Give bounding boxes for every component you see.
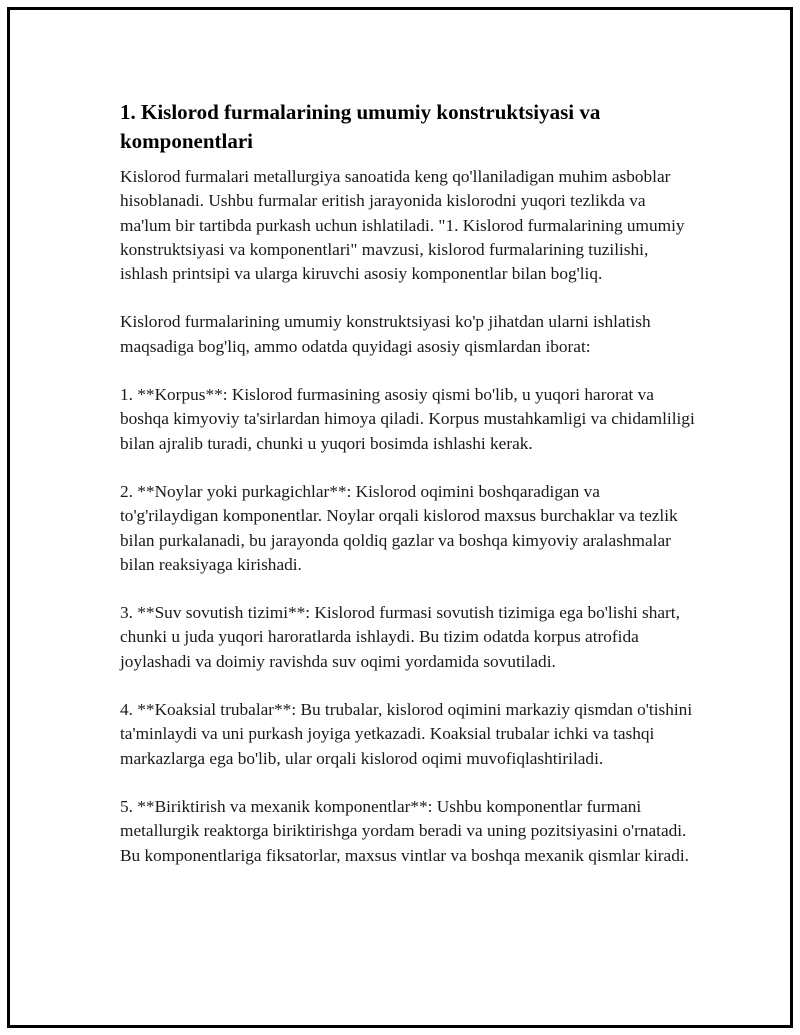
list-item-koaksial: 4. **Koaksial trubalar**: Bu trubalar, kislorod oqimini markaziy qismdan o'tishini ta'minlaydi va uni purkash joyiga yetkazadi. Koaksial trubalar ichki va tashqi markazlarga ega bo'lib, ular orqali kislorod oqimi muvofiqlashtiriladi. <box>120 700 693 768</box>
page-frame <box>7 7 793 1028</box>
list-item-noylar: 2. **Noylar yoki purkagichlar**: Kislorod oqimini boshqaradigan va to'g'rilaydigan komponentlar. Noylar orqali kislorod maxsus burchaklar va tezlik bilan purkalanadi, bu jarayonda qoldiq gazlar va boshqa kimyoviy aralashmalar bilan reaksiyaga kirishadi. <box>120 481 678 574</box>
construction-paragraph: Kislorod furmalarining umumiy konstruktsiyasi ko'p jihatdan ularni ishlatish maqsadiga bog'liq, ammo odatda quyidagi asosiy qismlardan iborat: <box>120 312 651 356</box>
document-body <box>120 98 700 892</box>
list-item-sovutish: 3. **Suv sovutish tizimi**: Kislorod furmasi sovutish tizimiga ega bo'lishi shart, chunki u juda yuqori haroratlarda ishlaydi. Bu tizim odatda korpus atrofida joylashadi va doimiy ravishda suv oqimi yordamida sovutiladi. <box>120 603 680 671</box>
intro-paragraph: Kislorod furmalari metallurgiya sanoatida keng qo'llaniladigan muhim asboblar hisoblanadi. Ushbu furmalar eritish jarayonida kislorodni yuqori tezlikda va ma'lum bir tartibda purkash uchun ishlatiladi. "1. Kislorod furmalarining umumiy konstruktsiyasi va komponentlari" mavzusi, kislorod furmalarining tuzilishi, ishlash printsipi va ularga kiruvchi asosiy komponentlar bilan bog'liq. <box>120 167 685 284</box>
list-item-biriktirish: 5. **Biriktirish va mexanik komponentlar**: Ushbu komponentlar furmani metallurgik reaktorga biriktirishga yordam beradi va uning pozitsiyasini o'rnatadi. Bu komponentlariga fiksatorlar, maxsus vintlar va boshqa mexanik qismlar kiradi. <box>120 796 689 865</box>
section-heading: 1. Kislorod furmalarining umumiy konstruktsiyasi va komponentlari <box>120 100 601 153</box>
list-item-korpus: 1. **Korpus**: Kislorod furmasining asosiy qismi bo'lib, u yuqori harorat va boshqa kimyoviy ta'sirlardan himoya qiladi. Korpus mustahkamligi va chidamliligi bilan ajralib turadi, chunki u yuqori bosimda ishlashi kerak. <box>120 385 695 453</box>
